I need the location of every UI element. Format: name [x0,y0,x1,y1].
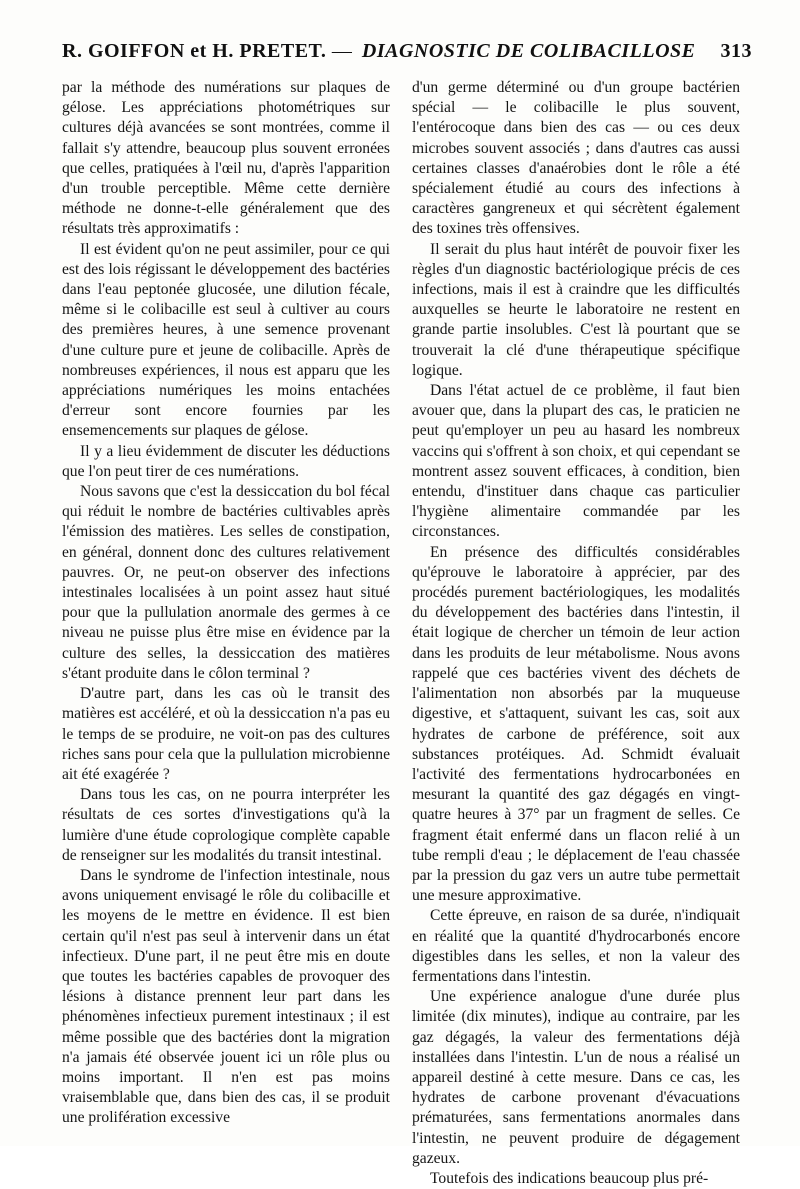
paragraph: d'un germe déterminé ou d'un groupe bactérien spécial — le colibacille le plus souvent, l'entérocoque dans bien des cas — ou ces deux microbes souvent associés ; dans d'autres cas aussi certaines classes d'anaérobies dont le rôle a été spécialement étudié au cours des infections à caractères gangreneux et qui sécrètent également des toxines très offensives. [412,79,740,238]
paragraph: par la méthode des numérations sur plaques de gélose. Les appréciations photométriques sur cultures déjà avancées se sont montrées, comme il fallait s'y attendre, beaucoup plus souvent erronées que celles, pratiquées à l'œil nu, d'après l'apparition d'un trouble perceptible. Même cette dernière méthode ne donne-t-elle généralement que des résultats très approximatifs : [62,79,390,238]
paragraph: Dans le syndrome de l'infection intestinale, nous avons uniquement envisagé le rôle du colibacille et les moyens de le mettre en évidence. Il est bien certain qu'il n'est pas seul à intervenir dans un état infectieux. D'une part, il ne peut être mis en doute que toutes les bactéries capables de provoquer des lésions à distance prennent leur part dans les phénomènes infectieux purement intestinaux ; il est même possible que des bactéries dont la migration n'a jamais été observée jouent ici un rôle plus ou moins important. Il n'en est pas moins vraisemblable que, dans bien des cas, il se produit une prolifération excessive [62,866,390,1127]
paragraph: Il serait du plus haut intérêt de pouvoir fixer les règles d'un diagnostic bactériologique précis de ces infections, mais il est à craindre que les difficultés auxquelles se heurte le laboratoire ne restent en grande partie insolubles. C'est là pourtant que se trouverait la clé d'une thérapeutique spécifique logique. [412,240,740,379]
paragraph: Toutefois des indications beaucoup plus pré- [430,1169,709,1187]
paragraph: Dans l'état actuel de ce problème, il faut bien avouer que, dans la plupart des cas, le praticien ne peut qu'employer un peu au hasard les nombreux vaccins qui s'offrent à son choix, et qui cependant se montrent assez souvent efficaces, à condition, bien entendu, d'instituer dans chaque cas particulier l'hygiène alimentaire commandée par les circonstances. [412,382,740,541]
page-number: 313 [720,40,752,62]
running-head [62,40,752,70]
left-column [62,78,390,1129]
paragraph: Il y a lieu évidemment de discuter les déductions que l'on peut tirer de ces numérations. [62,442,390,480]
paragraph: D'autre part, dans les cas où le transit des matières est accéléré, et où la dessiccation n'a pas eu le temps de se produire, ne voit-on pas des cultures riches sans pour cela que la pullulation microbienne ait été exagérée ? [62,685,390,783]
paragraph: Nous savons que c'est la dessiccation du bol fécal qui réduit le nombre de bactéries cultivables après l'émission des matières. Les selles de constipation, en général, donnent donc des cultures relativement pauvres. Or, ne peut-on observer des infections intestinales localisées à un point assez haut situé pour que la pullulation anormale des germes à ce niveau ne puisse plus être mise en évidence par la culture des selles, la dessiccation des matières s'étant produite dans le côlon terminal ? [62,483,390,682]
right-column [412,78,740,1189]
paragraph: Une expérience analogue d'une durée plus limitée (dix minutes), indique au contraire, par les gaz dégagés, la valeur des fermentations déjà installées dans l'intestin. L'un de nous a réalisé un appareil destiné à cette mesure. Dans ce cas, les hydrates de carbone provenant d'évacuations prématurées, sans fermentations anormales dans l'intestin, ne peuvent produire de dégagement gazeux. [412,988,740,1167]
header-title: DIAGNOSTIC DE COLIBACILLOSE [361,40,696,62]
header-dash: — [331,40,353,62]
paragraph: En présence des difficultés considérables qu'éprouve le laboratoire à apprécier, par des procédés purement bactériologiques, les modalités du développement des bactéries dans l'intestin, il était logique de chercher un témoin de leur action dans les produits de leur métabolisme. Nous avons rappelé que ces bactéries vivent des déchets de l'alimentation non absorbés par la muqueuse digestive, et s'attaquent, suivant les cas, soit aux hydrates de carbone de préférence, soit aux substances protéiques. Ad. Schmidt évaluait l'activité des fermentations hydrocarbonées en mesurant la quantité des gaz dégagés en vingt-quatre heures à 37° par un fragment de selles. Ce fragment était enfermé dans un flacon relié à un tube rempli d'eau ; le déplacement de l'eau chassée par la pression du gaz vers un autre tube permettait une mesure approximative. [412,543,740,905]
paragraph: Dans tous les cas, on ne pourra interpréter les résultats de ces sortes d'investigations qu'à la lumière d'une étude coprologique complète capable de renseigner sur les modalités du transit intestinal. [62,786,390,864]
paragraph: Il est évident qu'on ne peut assimiler, pour ce qui est des lois régissant le développement des bactéries dans l'eau peptonée glucosée, une dilution fécale, même si le colibacille est seul à cultiver au cours des premières heures, à une semence provenant d'une culture pure et jeune de colibacille. Après de nombreuses expériences, il nous est apparu que les appréciations numériques les moins entachées d'erreur sont encore fournies par les ensemencements sur plaques de gélose. [62,240,390,440]
paragraph: Cette épreuve, en raison de sa durée, n'indiquait en réalité que la quantité d'hydrocarbonés encore digestibles dans les selles, et non la valeur des fermentations dans l'intestin. [412,907,740,985]
header-authors: R. GOIFFON et H. PRETET. [62,40,327,62]
